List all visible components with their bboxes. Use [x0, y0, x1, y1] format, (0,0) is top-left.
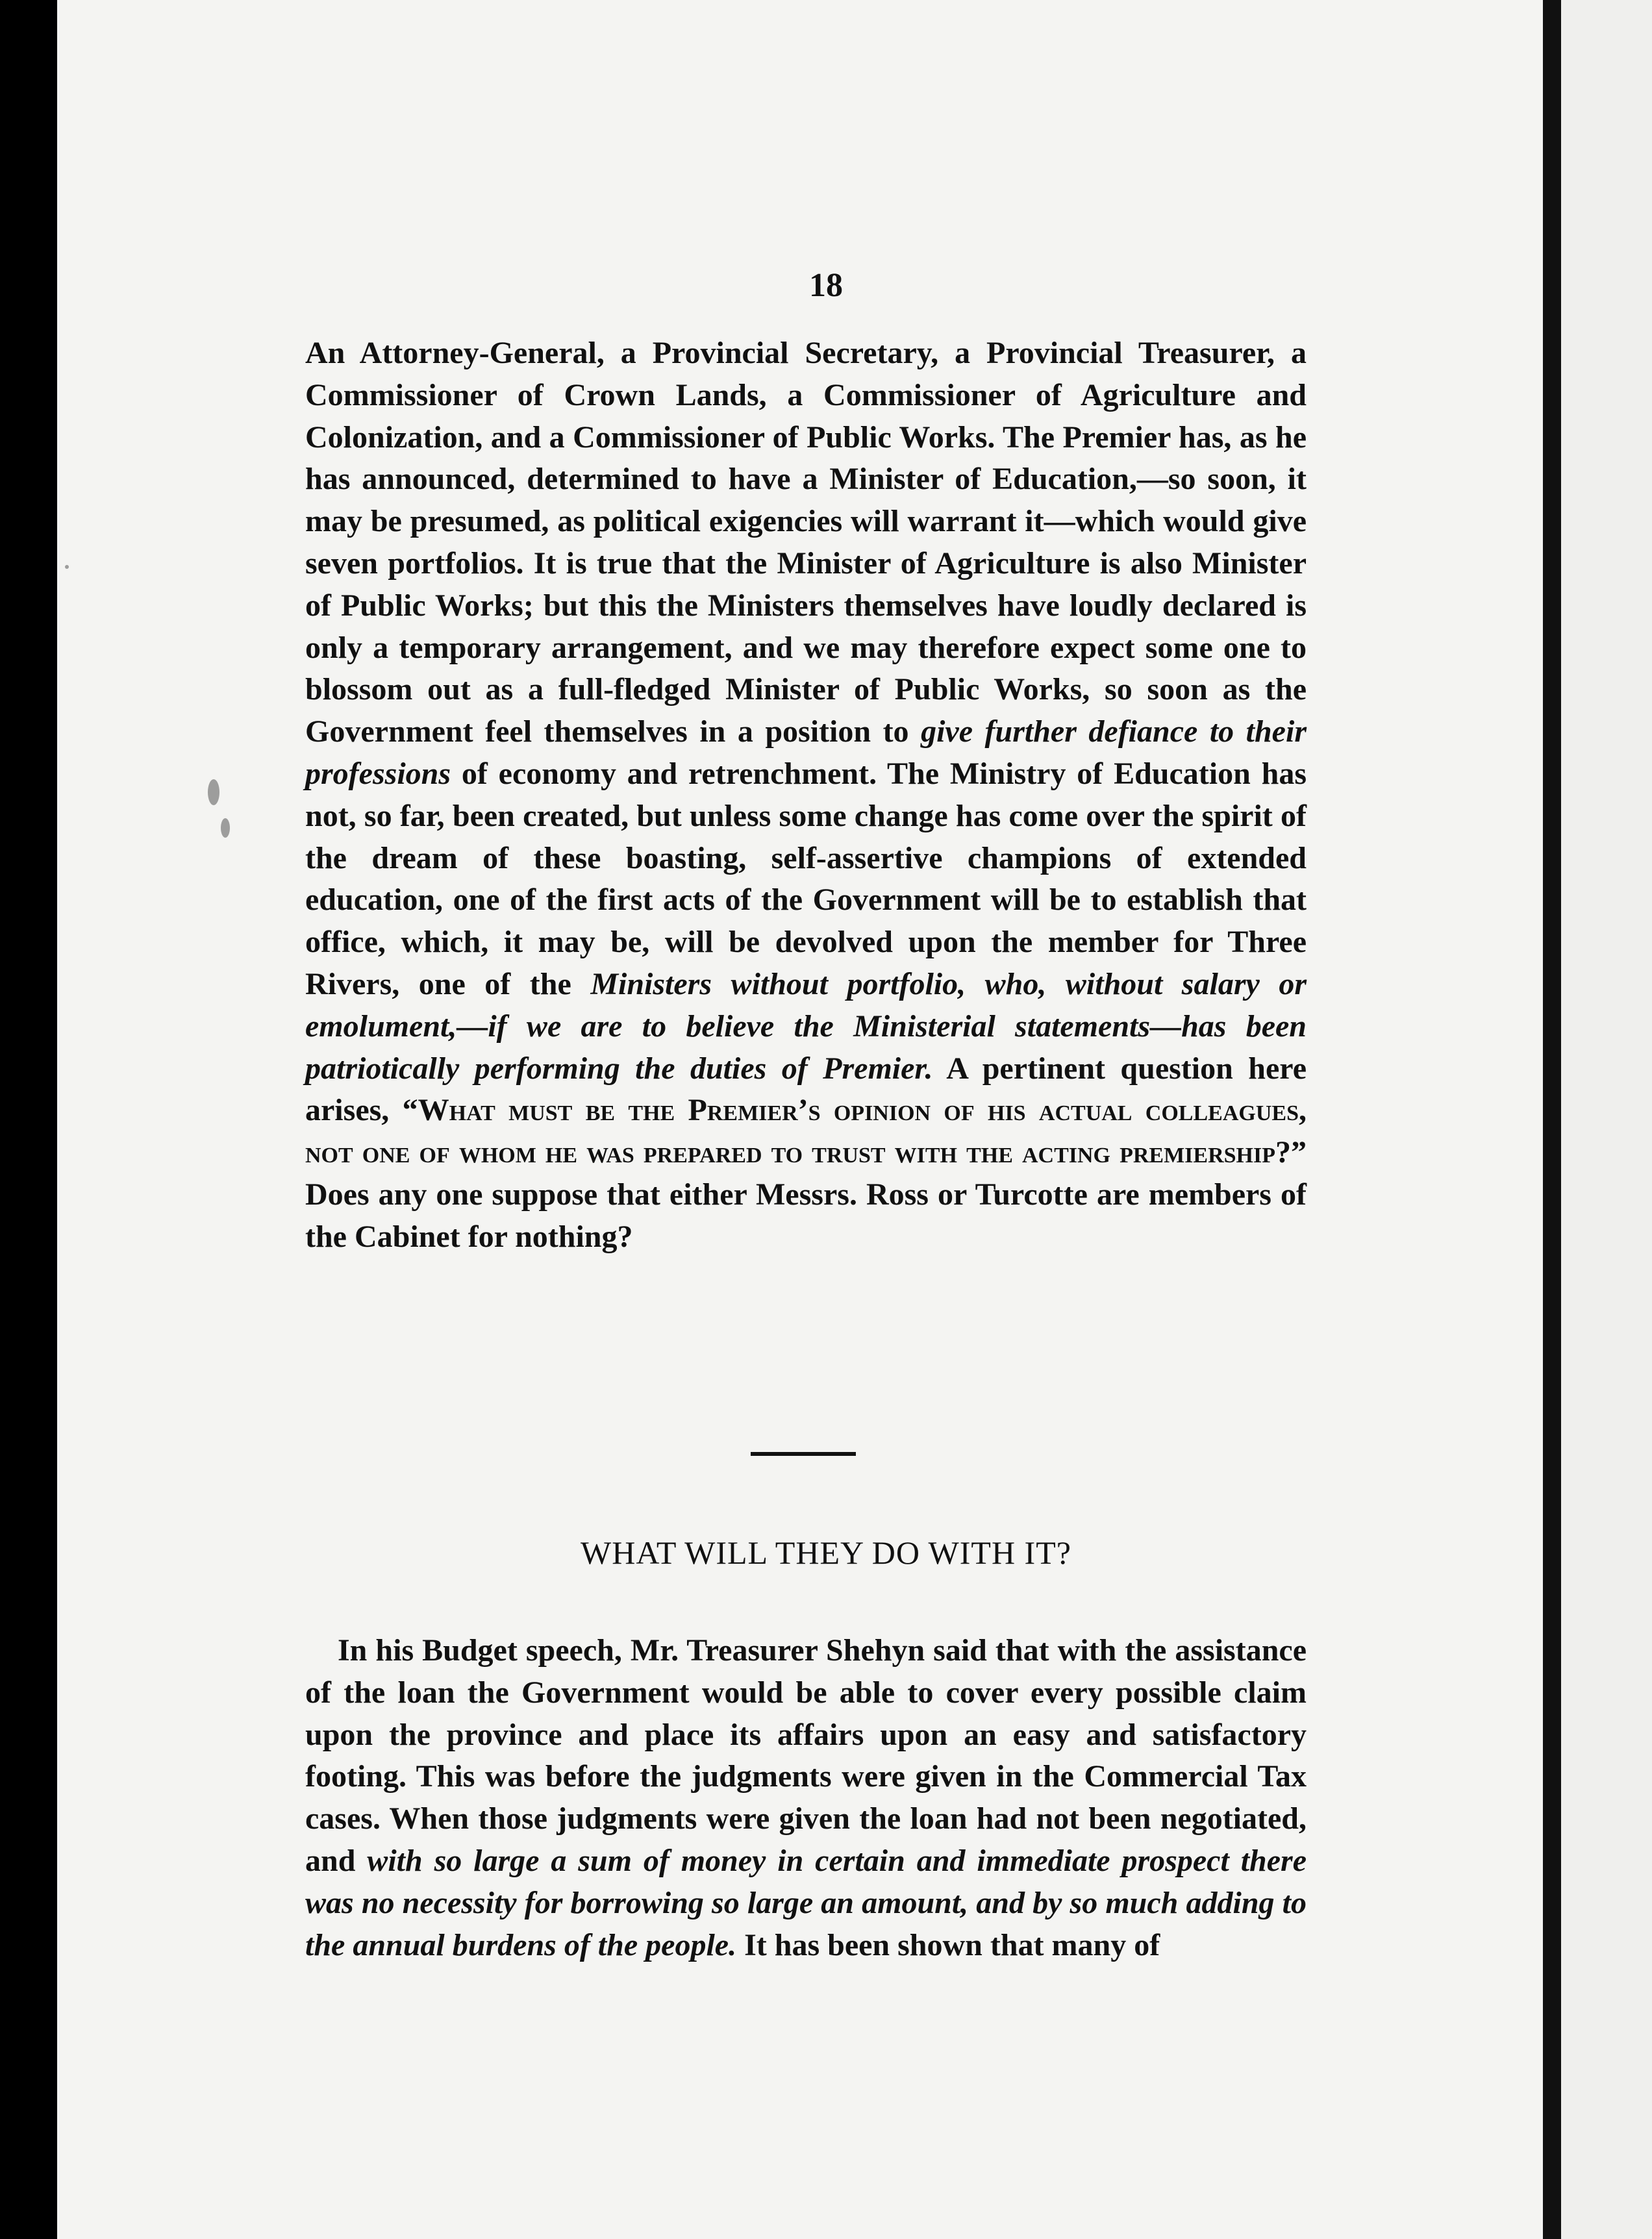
paragraph-1-text-c: of economy and retrenchment. The Ministry of Education has not, so far, been created, but unless some change has come over the spirit of the dream of these boasting, self-assertive champions of extended education, one of the first acts of the Government will be to establish that office, which, it may be, will be devolved upon the member for Three Rivers, one of the: [305, 756, 1307, 1001]
paragraph-2-text-a: In his Budget speech, Mr. Treasurer Shehyn said that with the assistance of the loan the Government would be able to cover every possible claim upon the province and place its affairs upon an easy and satisfactory footing. This was before the judgments were given in the Commercial Tax cases. When those judgments were given the loan had not been negotiated, and: [305, 1633, 1307, 1878]
paragraph-1-text-e: A pertinent question here arises, “: [305, 1051, 1307, 1128]
paragraph-1: [305, 332, 1307, 1258]
paper-blemish: [221, 818, 230, 838]
page-gutter: [1543, 0, 1561, 2239]
paragraph-1-text-g: ” Does any one suppose that either Messrs. Ross or Turcotte are members of the Cabinet for nothing?: [305, 1135, 1307, 1254]
paragraph-2-italic-b: with so large a sum of money in certain and immediate prospect there was no necessity for borrowing so large an amount, and by so much adding to the annual burdens of the people.: [305, 1843, 1307, 1962]
page-number: 18: [809, 267, 843, 304]
paragraph-2: [305, 1630, 1307, 1966]
section-heading: WHAT WILL THEY DO WITH IT?: [581, 1534, 1071, 1571]
paragraph-1-italic-d: Ministers without portfolio, who, without salary or emolument,—if we are to believe the Ministerial statements—has been patriotically performing the duties of Premier.: [305, 966, 1307, 1086]
paragraph-2-text-c: It has been shown that many of: [736, 1927, 1160, 1962]
section-divider: [751, 1452, 856, 1456]
paragraph-1-italic-b: give further defiance to their professions: [305, 714, 1307, 791]
body-text-block-1: [305, 332, 1307, 1258]
paper-blemish: [208, 779, 219, 805]
paragraph-1-smallcaps-f: What must be the Premier’s opinion of his actual colleagues, not one of whom he was prepared to trust with the acting premiership?: [305, 1093, 1307, 1170]
paragraph-1-text-a: An Attorney-General, a Provincial Secretary, a Provincial Treasurer, a Commissioner of Crown Lands, a Commissioner of Agriculture and Colonization, and a Commissioner of Public Works. The Premier has, as he has announced, determined to have a Minister of Education,—so soon, it may be presumed, as political exigencies will warrant it—which would give seven portfolios. It is true that the Minister of Agriculture is also Minister of Public Works; but this the Ministers themselves have loudly declared is only a temporary arrangement, and we may therefore expect some one to blossom out as a full-fledged Minister of Public Works, so soon as the Government feel themselves in a position to: [305, 336, 1307, 749]
body-text-block-2: [305, 1630, 1307, 1966]
paper-blemish: [65, 565, 69, 569]
adjacent-page-edge: [1561, 0, 1652, 2239]
